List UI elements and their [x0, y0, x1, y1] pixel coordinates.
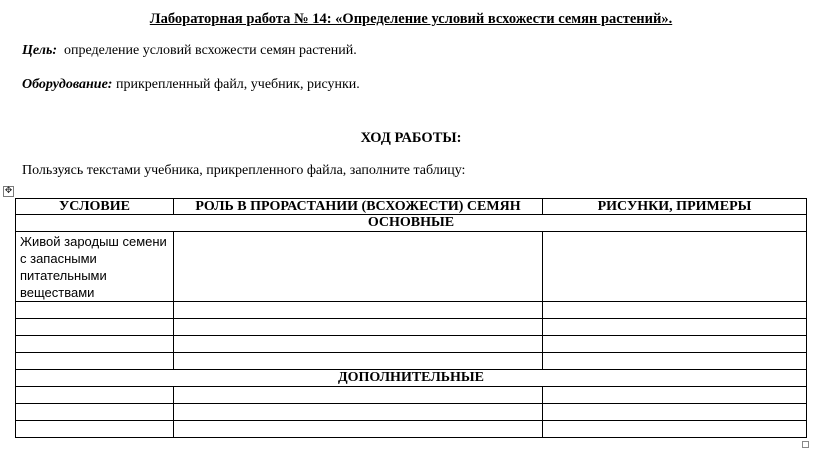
- equipment-label: Оборудование:: [22, 77, 113, 92]
- examples-cell[interactable]: [543, 232, 807, 302]
- section-row-additional: [16, 370, 807, 387]
- header-condition: УСЛОВИЕ: [16, 199, 174, 215]
- role-cell[interactable]: [174, 336, 543, 353]
- table-row: [16, 353, 807, 370]
- role-cell[interactable]: [174, 387, 543, 404]
- instruction-text: Пользуясь текстами учебника, прикрепленного файла, заполните таблицу:: [22, 163, 466, 178]
- role-cell[interactable]: [174, 404, 543, 421]
- condition-cell[interactable]: [16, 404, 174, 421]
- examples-cell[interactable]: [543, 319, 807, 336]
- equipment-line: [22, 77, 360, 93]
- condition-cell[interactable]: [16, 353, 174, 370]
- examples-cell[interactable]: [543, 404, 807, 421]
- table-row: [16, 404, 807, 421]
- role-cell[interactable]: [174, 353, 543, 370]
- examples-cell[interactable]: [543, 421, 807, 438]
- header-role: РОЛЬ В ПРОРАСТАНИИ (ВСХОЖЕСТИ) СЕМЯН: [174, 199, 543, 215]
- condition-cell[interactable]: [16, 421, 174, 438]
- role-cell[interactable]: [174, 421, 543, 438]
- results-table: [15, 198, 807, 438]
- document-title: Лабораторная работа № 14: «Определение условий всхожести семян растений».: [149, 11, 673, 27]
- table-row: [16, 319, 807, 336]
- section-main-label: ОСНОВНЫЕ: [16, 215, 807, 232]
- role-cell[interactable]: [174, 302, 543, 319]
- section-heading: ХОД РАБОТЫ:: [360, 130, 462, 146]
- condition-cell[interactable]: [16, 336, 174, 353]
- resize-handle-icon[interactable]: [802, 441, 809, 448]
- section-row-main: [16, 215, 807, 232]
- condition-cell[interactable]: [16, 387, 174, 404]
- table-row: [16, 387, 807, 404]
- role-cell[interactable]: [174, 319, 543, 336]
- table-row: [16, 302, 807, 319]
- examples-cell[interactable]: [543, 387, 807, 404]
- equipment-text: прикрепленный файл, учебник, рисунки.: [115, 77, 360, 92]
- condition-cell[interactable]: Живой зародыш семени с запасными питательными веществами: [16, 232, 174, 302]
- section-additional-label: ДОПОЛНИТЕЛЬНЫЕ: [16, 370, 807, 387]
- table-row: [16, 336, 807, 353]
- header-examples: РИСУНКИ, ПРИМЕРЫ: [543, 199, 807, 215]
- goal-line: [22, 43, 357, 59]
- goal-label: Цель:: [22, 43, 57, 58]
- goal-text: определение условий всхожести семян растений.: [64, 43, 357, 58]
- examples-cell[interactable]: [543, 336, 807, 353]
- table-row: [16, 421, 807, 438]
- move-anchor-icon[interactable]: ✥: [4, 186, 13, 196]
- header-row: [16, 199, 807, 215]
- examples-cell[interactable]: [543, 302, 807, 319]
- table-row: [16, 232, 807, 302]
- examples-cell[interactable]: [543, 353, 807, 370]
- condition-cell[interactable]: [16, 302, 174, 319]
- role-cell[interactable]: [174, 232, 543, 302]
- condition-cell[interactable]: [16, 319, 174, 336]
